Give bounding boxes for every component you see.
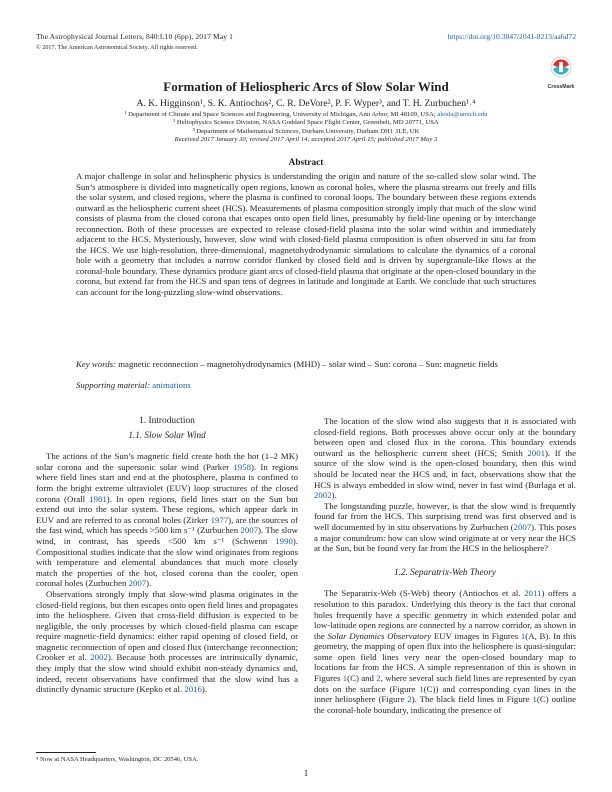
citation-link[interactable]: 1990 <box>275 535 293 546</box>
citation-link[interactable]: 2016 <box>184 684 202 695</box>
supporting-material-label: Supporting material: <box>76 380 151 390</box>
citation-link[interactable]: 1977 <box>210 514 229 525</box>
citation-link[interactable]: 2007 <box>240 525 259 536</box>
figure-link[interactable]: 2 <box>376 673 381 684</box>
running-header <box>36 32 576 51</box>
footnote: ⁴ Now at NASA Headquarters, Washington, DC 20546, USA. <box>36 756 199 763</box>
publication-dates: Received 2017 January 30; revised 2017 April 14; accepted 2017 April 15; published 2017 May 3 <box>174 135 438 143</box>
citation-link[interactable]: 2002 <box>314 490 332 501</box>
abstract-text: A major challenge in solar and heliospheric physics is understanding the origin and nature of the so-called slow solar wind. The Sun’s atmosphere is divided into magnetically open regions, known as coronal holes, where the plasma streams out freely and fills the solar system, and closed regions, where the plasma is confined to coronal loops. The boundary between these regions extends outward as the heliospheric current sheet (HCS). Measurements of plasma composition strongly imply that much of the slow wind consists of plasma from the closed corona that escapes onto open field lines, presumably by field-line opening or by interchange reconnection. Both of these processes are expected to release closed-field plasma into the solar wind within and immediately adjacent to the HCS. Mysteriously, however, slow wind with closed-field plasma composition is often observed in situ far from the HCS. We use high-resolution, three-dimensional, magnetohydrodynamic simulations to calculate the dynamics of a coronal hole with a geometry that includes a narrow corridor flanked by closed field and is driven by supergranule-like flows at the coronal-hole boundary. These dynamics produce giant arcs of closed-field plasma that originate at the open-closed boundary in the corona, but extend far from the HCS and span tens of degrees in latitude and longitude at Earth. We conclude that such structures can account for the long-puzzling slow-wind observations. <box>76 171 536 298</box>
affiliation-3: ³ Department of Mathematical Sciences, Durham University, Durham DH1 3LE, UK <box>192 127 420 135</box>
section-heading-introduction: 1. Introduction <box>139 416 195 426</box>
author-list: A. K. Higginson¹, S. K. Antiochos², C. R. DeVore², P. F. Wyper³, and T. H. Zurbuchen¹˒⁴ <box>136 98 476 109</box>
citation-link[interactable]: 2001 <box>527 447 545 458</box>
supporting-material <box>76 380 536 390</box>
figure-link[interactable]: 1 <box>520 630 526 641</box>
paragraph: The actions of the Sun’s magnetic field create both the hot (1–2 MK) solar corona and the supersonic solar wind (Parker 1958). In regions where field lines start and end at the photosphere, plasma is confined to form the bright extreme ultraviolet (EUV) loop structures of the closed corona (Orall 1981). In open regions, field lines start on the Sun but extend out into the solar system. These regions, which appear dark in EUV and are referred to as coronal holes (Zirker 1977), are the sources of the fast wind, which has speeds >500 km s⁻¹ (Zurbuchen 2007). The slow wind, in contrast, has speeds <500 km s⁻¹ (Schwenn 1990). Compositional studies indicate that the slow wind originates from regions with temperature and elemental abundances that much more closely match the properties of the hot, closed corona than the cooler, open coronal holes (Zurbuchen 2007). <box>36 451 298 589</box>
keywords-label: Key words: <box>76 359 116 369</box>
citation-link[interactable]: 2002 <box>90 652 108 663</box>
author-email-link[interactable]: aleida@umich.edu <box>437 111 488 118</box>
paragraph: The longstanding puzzle, however, is that the slow wind is frequently found far from the HCS. This surprising trend was first observed and is well documented by in situ observations by Zurbuchen (2007). This poses a major conundrum: how can slow wind originate at or very near the HCS at the Sun, but be found very far from the HCS in the heliosphere? <box>314 500 576 554</box>
doi-link[interactable]: https://doi.org/10.3847/2041-8213/aa6d72 <box>447 32 576 41</box>
keywords <box>76 359 536 370</box>
abstract-heading: Abstract <box>288 158 324 168</box>
right-column <box>314 416 576 715</box>
affiliations <box>36 111 576 144</box>
citation-link[interactable]: 2007 <box>128 578 147 589</box>
paragraph: The location of the slow wind also suggests that it is associated with closed-field regions. Both processes above occur only at the boundary between open and closed flux in the corona. This boundary extends outward as the heliospheric current sheet (HCS; Smith 2001). If the source of the slow wind is the open-closed boundary, then this wind should be located near the HCS and, in fact, observations show that the HCS is always embedded in slow wind, never in fast wind (Burlaga et al. 2002). <box>314 416 576 501</box>
subsection-heading-separatrix-web: 1.2. Separatrix-Web Theory <box>394 566 496 577</box>
paragraph: Observations strongly imply that slow-wind plasma originates in the closed-field regions, but then escapes onto open field lines and propagates into the heliosphere. Given that cross-field diffusion is expected to be negligible, the only processes by which closed-field plasma can escape require magnetic-field dynamics: either rapid opening of closed field, or magnetic reconnection of open and closed flux (interchange reconnection; Crooker et al. 2002). Because both processes are intrinsically dynamic, they imply that the slow wind should exhibit non-steady dynamics and, indeed, recent observations have confirmed that the slow wind has a distinctly dynamic structure (Kepko et al. 2016). <box>36 588 299 695</box>
citation-link[interactable]: 2007 <box>513 521 532 532</box>
journal-citation: The Astrophysical Journal Letters, 840:L10 (6pp), 2017 May 1 <box>36 32 234 41</box>
affiliation-2: ² Heliophysics Science Division, NASA Goddard Space Flight Center, Greenbelt, MD 20771, USA <box>173 119 439 127</box>
copyright-notice: © 2017. The American Astronomical Society. All rights reserved. <box>36 44 198 51</box>
figure-link[interactable]: 1 <box>419 683 424 694</box>
figure-link[interactable]: 1 <box>342 673 348 684</box>
crossmark-label: CrossMark <box>547 84 575 90</box>
subsection-heading-slow-solar-wind: 1.1. Slow Solar Wind <box>128 429 206 440</box>
affiliation-1: ¹ Department of Climate and Space Sciences and Engineering, University of Michigan, Ann Arbor, MI 48109, USA; aleida@umich.edu <box>124 111 488 118</box>
left-column <box>36 416 298 695</box>
paper-title: Formation of Heliospheric Arcs of Slow Solar Wind <box>163 79 449 94</box>
paragraph: The Separatrix-Web (S-Web) theory (Antiochos et al. 2011) offers a resolution to this paradox. Underlying this theory is the fact that coronal holes frequently have a specific geometry in which extended polar and low-latitude open regions are connected by a narrow corridor, as shown in the Solar Dynamics Observatory EUV images in Figures 1(A, B). In this geometry, the mapping of open flux into the heliosphere is quasi-singular: some open field lines very near the open-closed boundary map to locations far from the HCS. A simple representation of this is shown in Figures 1(C) and 2, where several such field lines are represented by cyan dots on the surface (Figure 1(C)) and corresponding cyan lines in the inner heliosphere (Figure 2). The black field lines in Figure 1(C) outline the coronal-hole boundary, indicating the presence of <box>314 588 577 715</box>
animations-link[interactable]: animations <box>150 380 191 390</box>
figure-link[interactable]: 2 <box>407 694 412 705</box>
keywords-text: magnetic reconnection – magnetohydrodynamics (MHD) – solar wind – Sun: corona – Sun: magnetic fields <box>116 359 498 369</box>
crossmark-icon <box>550 56 572 78</box>
figure-link[interactable]: 1 <box>532 694 537 705</box>
citation-link[interactable]: 1981 <box>89 493 107 504</box>
citation-link[interactable]: 1958 <box>233 461 251 472</box>
page-number: 1 <box>303 768 309 778</box>
citation-link[interactable]: 2011 <box>524 588 542 599</box>
footnote-rule <box>36 752 96 753</box>
